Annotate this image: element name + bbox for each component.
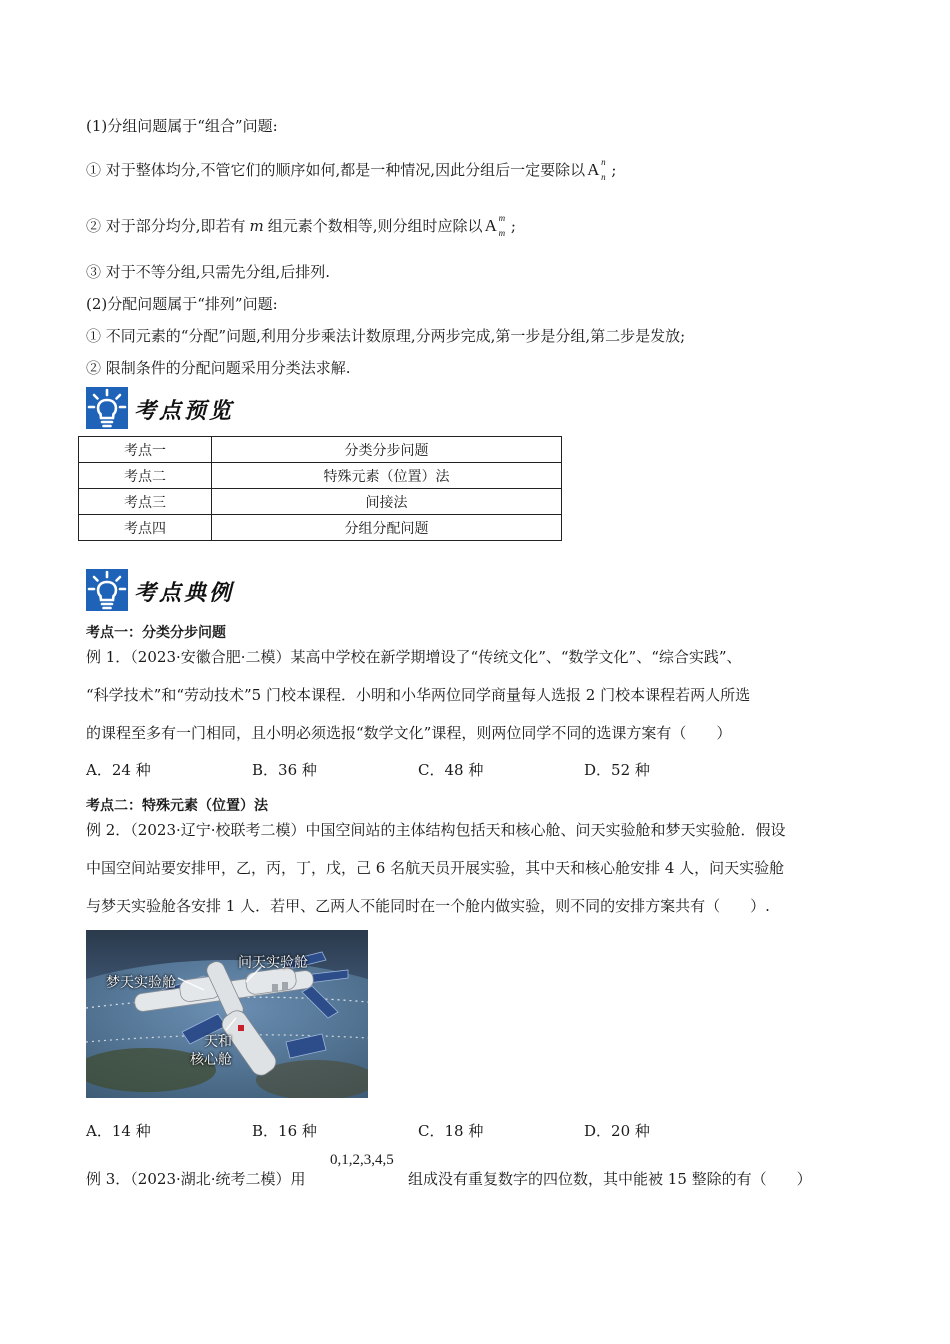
lightbulb-icon [86, 387, 128, 429]
intro-line-3-text-b: 组元素个数相等,则分组时应除以 [267, 217, 483, 235]
intro-line-5: (2)分配问题属于“排列”问题: [86, 295, 278, 313]
preview-table [78, 436, 562, 541]
table-row [79, 437, 562, 463]
intro-line-2 [86, 157, 617, 182]
table-cell-key: 考点四 [79, 515, 212, 541]
label-tianhe-1: 天和 [204, 1034, 232, 1050]
lightbulb-icon [86, 569, 128, 611]
intro-line-3-text-a: ② 对于部分均分,即若有 [86, 217, 246, 235]
permutation-letter-m: A [484, 216, 497, 235]
table-row [79, 489, 562, 515]
permutation-symbol [587, 157, 606, 182]
example-2-line-1: 例 2．（2023·辽宁·校联考二模）中国空间站的主体结构包括天和核心舱、问天实验舱和梦天实验舱．假设 [86, 821, 786, 839]
preview-title: 考点预览 [134, 398, 235, 424]
variable-m: m [249, 217, 264, 235]
table-cell-key: 考点三 [79, 489, 212, 515]
table-row [79, 463, 562, 489]
intro-line-2-text: ① 对于整体均分,不管它们的顺序如何,都是一种情况,因此分组后一定要除以 [86, 161, 586, 179]
kp1-heading: 考点一：分类分步问题 [86, 625, 226, 641]
table-cell-key: 考点二 [79, 463, 212, 489]
intro-line-7: ② 限制条件的分配问题采用分类法求解. [86, 359, 351, 377]
intro-line-1: (1)分组问题属于“组合”问题: [86, 117, 278, 135]
permutation-letter: A [587, 160, 600, 179]
kp2-heading: 考点二：特殊元素（位置）法 [86, 798, 268, 814]
intro-line-3 [86, 213, 516, 238]
example-1-option-d: D．52 种 [584, 761, 650, 779]
table-cell-value: 分组分配问题 [212, 515, 562, 541]
intro-line-6: ① 不同元素的“分配”问题,利用分步乘法计数原理,分两步完成,第一步是分组,第二步是发放; [86, 327, 686, 345]
example-3-prefix: 例 3．（2023·湖北·统考二模）用 [86, 1170, 306, 1188]
label-tianhe-2: 核心舱 [190, 1052, 232, 1068]
table-cell-value: 间接法 [212, 489, 562, 515]
table-cell-value: 特殊元素（位置）法 [212, 463, 562, 489]
example-2-option-a: A．14 种 [86, 1122, 151, 1140]
intro-line-4: ③ 对于不等分组,只需先分组,后排列. [86, 263, 331, 281]
intro-line-2-end: ; [611, 161, 617, 179]
example-1-line-2: “科学技术”和“劳动技术”5 门校本课程．小明和小华两位同学商量每人选报 2 门校本课程若两人所选 [86, 686, 751, 704]
label-mengtian: 梦天实验舱 [106, 975, 176, 991]
example-1-option-a: A．24 种 [86, 761, 151, 779]
intro-line-3-end: ; [510, 217, 516, 235]
table-cell-value: 分类分步问题 [212, 437, 562, 463]
examples-title: 考点典例 [134, 580, 235, 606]
example-3-suffix: 组成没有重复数字的四位数，其中能被 15 整除的有（ ） [408, 1170, 812, 1188]
example-2-line-2: 中国空间站要安排甲，乙，丙，丁，戊，己 6 名航天员开展实验，其中天和核心舱安排 4 人，问天实验舱 [86, 859, 785, 877]
example-2-option-b: B．16 种 [252, 1122, 317, 1140]
permutation-sub: n [601, 172, 606, 182]
example-2-line-3: 与梦天实验舱各安排 1 人．若甲、乙两人不能同时在一个舱内做实验，则不同的安排方案共有（ ）. [86, 897, 770, 915]
example-2-option-d: D．20 种 [584, 1122, 650, 1140]
example-1-option-b: B．36 种 [252, 761, 317, 779]
table-cell-key: 考点一 [79, 437, 212, 463]
example-2-option-c: C．18 种 [418, 1122, 484, 1140]
example-1-line-3: 的课程至多有一门相同，且小明必须选报“数学文化”课程，则两位同学不同的选课方案有（ ） [86, 724, 732, 742]
permutation-sub-m: m [498, 228, 506, 238]
permutation-symbol-m [484, 213, 506, 238]
example-3-digits: 0,1,2,3,4,5 [330, 1152, 394, 1168]
space-station-image [86, 930, 368, 1098]
permutation-sup: n [601, 157, 606, 167]
label-wentian: 问天实验舱 [238, 955, 308, 971]
example-1-line-1: 例 1．（2023·安徽合肥·二模）某高中学校在新学期增设了“传统文化”、“数学文化”、“综合实践”、 [86, 648, 742, 666]
example-1-option-c: C．48 种 [418, 761, 484, 779]
table-row [79, 515, 562, 541]
permutation-sup-m: m [498, 213, 506, 223]
